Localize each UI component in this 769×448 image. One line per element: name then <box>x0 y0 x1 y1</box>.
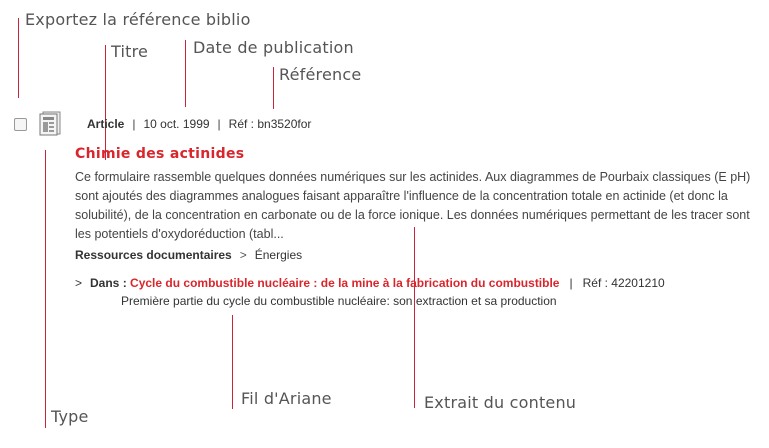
publication-date: 10 oct. 1999 <box>143 117 210 131</box>
guide-line-export <box>18 18 19 98</box>
annotation-excerpt: Extrait du contenu <box>424 393 577 412</box>
annotation-title: Titre <box>111 42 149 61</box>
result-meta <box>87 117 311 131</box>
annotation-type: Type <box>51 407 89 426</box>
parent-subtitle: Première partie du cycle du combustible nucléaire: son extraction et sa production <box>121 294 557 308</box>
guide-line-date <box>185 40 186 107</box>
guide-line-breadcrumb <box>232 315 233 409</box>
meta-separator: | <box>217 117 221 131</box>
guide-line-title <box>105 45 106 160</box>
document-reference: Réf : bn3520for <box>228 117 312 131</box>
meta-separator: | <box>132 117 136 131</box>
breadcrumb-arrow-icon: > <box>239 248 247 262</box>
parent-separator: | <box>569 276 573 290</box>
annotation-reference: Référence <box>279 65 362 84</box>
parent-reference: Réf : 42201210 <box>582 276 665 290</box>
parent-marker-icon: > <box>75 276 83 290</box>
annotation-date: Date de publication <box>193 38 354 57</box>
annotation-breadcrumb: Fil d'Ariane <box>241 389 332 408</box>
content-excerpt: Ce formulaire rassemble quelques données numériques sur les actinides. Aux diagrammes de Pourbaix classiques (E pH) sont ajoutés des diagrammes analogues faisant apparaître l'influence de la concentration totale en actinide (et donc la solubilité), de la concentration en carbonate ou de la force ionique. Les données numériques permettant de les tracer sont les potentiels d'oxydoréduction (tabl... <box>75 170 751 241</box>
export-checkbox[interactable] <box>14 118 27 131</box>
document-type: Article <box>87 117 125 131</box>
parent-publication <box>75 276 665 290</box>
parent-label: Dans : <box>90 276 127 290</box>
result-title-link[interactable]: Chimie des actinides <box>75 146 245 162</box>
guide-line-excerpt <box>414 227 415 408</box>
guide-line-reference <box>273 67 274 109</box>
breadcrumb <box>75 248 302 262</box>
guide-line-type <box>45 150 46 428</box>
breadcrumb-leaf-link[interactable]: Énergies <box>254 248 303 262</box>
parent-title-link[interactable]: Cycle du combustible nucléaire : de la mine à la fabrication du combustible <box>130 276 560 290</box>
breadcrumb-root-link[interactable]: Ressources documentaires <box>75 248 232 262</box>
annotation-export: Exportez la référence biblio <box>25 10 251 29</box>
document-icon <box>38 111 62 136</box>
